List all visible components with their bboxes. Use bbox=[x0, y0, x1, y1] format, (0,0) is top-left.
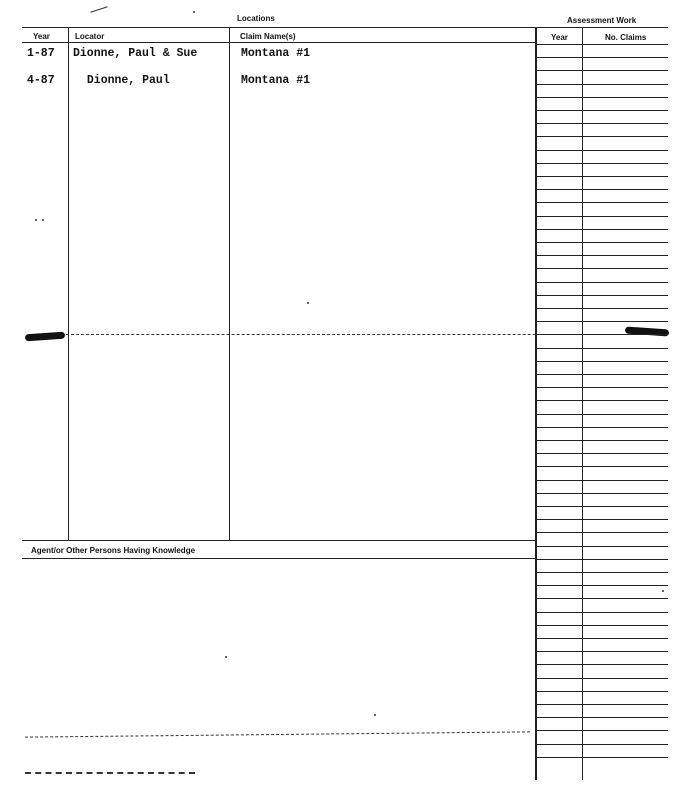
aw-row-rule bbox=[536, 70, 668, 71]
locations-aw-divider bbox=[535, 28, 537, 780]
aw-row-rule bbox=[536, 414, 668, 415]
aw-row-rule bbox=[536, 282, 668, 283]
locator-claim-divider bbox=[229, 28, 230, 540]
aw-row-rule bbox=[536, 598, 668, 599]
aw-row-rule bbox=[536, 664, 668, 665]
aw-row-rule bbox=[536, 255, 668, 256]
locations-header: Locations bbox=[237, 14, 275, 23]
aw-row-rule bbox=[536, 202, 668, 203]
aw-row-rule bbox=[536, 466, 668, 467]
aw-row-rule bbox=[536, 678, 668, 679]
agents-header: Agent/or Other Persons Having Knowledge bbox=[31, 546, 196, 555]
aw-year-column-header: Year bbox=[551, 33, 568, 42]
aw-row-rule bbox=[536, 57, 668, 58]
claim-names-column-header: Claim Name(s) bbox=[240, 32, 296, 41]
aw-row-rule bbox=[536, 136, 668, 137]
scan-speck bbox=[307, 302, 309, 304]
aw-row-rule bbox=[536, 493, 668, 494]
entry-1-claim: Montana #1 bbox=[241, 47, 311, 60]
aw-row-rule bbox=[536, 374, 668, 375]
aw-row-rule bbox=[536, 638, 668, 639]
aw-row-rule bbox=[536, 532, 668, 533]
aw-row-rule bbox=[536, 97, 668, 98]
aw-year-claims-divider bbox=[582, 28, 583, 780]
table-top-rule bbox=[22, 27, 536, 28]
scan-speck bbox=[42, 219, 44, 221]
aw-row-rule bbox=[536, 361, 668, 362]
locations-bottom-rule bbox=[22, 540, 536, 541]
aw-row-rule bbox=[536, 440, 668, 441]
aw-row-rule bbox=[536, 308, 668, 309]
scan-speck bbox=[662, 590, 664, 592]
aw-row-rule bbox=[536, 757, 668, 758]
aw-row-rule bbox=[536, 44, 668, 45]
aw-row-rule bbox=[536, 123, 668, 124]
year-column-header: Year bbox=[33, 32, 50, 41]
entry-2-claim: Montana #1 bbox=[241, 74, 311, 87]
aw-row-rule bbox=[536, 546, 668, 547]
binder-mark-right bbox=[625, 326, 669, 336]
aw-row-rule bbox=[536, 268, 668, 269]
aw-row-rule bbox=[536, 84, 668, 85]
scan-line-bottom bbox=[25, 772, 195, 774]
scan-line-lower bbox=[25, 731, 530, 737]
aw-row-rule bbox=[536, 348, 668, 349]
aw-top-rule bbox=[536, 27, 668, 28]
aw-row-rule bbox=[536, 427, 668, 428]
aw-row-rule bbox=[536, 612, 668, 613]
aw-row-rule bbox=[536, 651, 668, 652]
aw-row-rule bbox=[536, 691, 668, 692]
aw-row-rule bbox=[536, 559, 668, 560]
aw-row-rule bbox=[536, 176, 668, 177]
entry-2-year: 4-87 bbox=[27, 74, 55, 87]
aw-row-rule bbox=[536, 625, 668, 626]
aw-row-rule bbox=[536, 189, 668, 190]
agents-header-rule bbox=[22, 558, 536, 559]
aw-row-rule bbox=[536, 704, 668, 705]
entry-1-locator: Dionne, Paul & Sue bbox=[73, 47, 198, 60]
aw-row-rule bbox=[536, 744, 668, 745]
scan-speck bbox=[374, 714, 376, 716]
aw-row-rule bbox=[536, 717, 668, 718]
entry-1-year: 1-87 bbox=[27, 47, 55, 60]
assessment-work-header: Assessment Work bbox=[567, 16, 637, 25]
binder-mark-left bbox=[25, 332, 65, 342]
aw-row-rule bbox=[536, 585, 668, 586]
year-locator-divider bbox=[68, 28, 69, 540]
aw-row-rule bbox=[536, 242, 668, 243]
aw-row-rule bbox=[536, 216, 668, 217]
aw-row-rule bbox=[536, 480, 668, 481]
scan-speck bbox=[193, 11, 195, 13]
aw-row-rule bbox=[536, 295, 668, 296]
aw-row-rule bbox=[536, 110, 668, 111]
scan-speck bbox=[35, 219, 37, 221]
locator-column-header: Locator bbox=[75, 32, 105, 41]
aw-row-rule bbox=[536, 163, 668, 164]
scan-speck bbox=[225, 656, 227, 658]
aw-row-rule bbox=[536, 506, 668, 507]
aw-row-rule bbox=[536, 400, 668, 401]
aw-row-rule bbox=[536, 334, 668, 335]
aw-row-rule bbox=[536, 453, 668, 454]
entry-2-locator: Dionne, Paul bbox=[80, 74, 170, 87]
aw-row-rule bbox=[536, 387, 668, 388]
aw-row-rule bbox=[536, 519, 668, 520]
column-header-rule bbox=[22, 42, 536, 43]
pen-stroke bbox=[90, 6, 107, 13]
aw-row-rule bbox=[536, 572, 668, 573]
aw-no-claims-column-header: No. Claims bbox=[605, 33, 647, 42]
aw-row-rule bbox=[536, 730, 668, 731]
aw-row-rule bbox=[536, 229, 668, 230]
aw-row-rule bbox=[536, 150, 668, 151]
aw-row-rule bbox=[536, 321, 668, 322]
